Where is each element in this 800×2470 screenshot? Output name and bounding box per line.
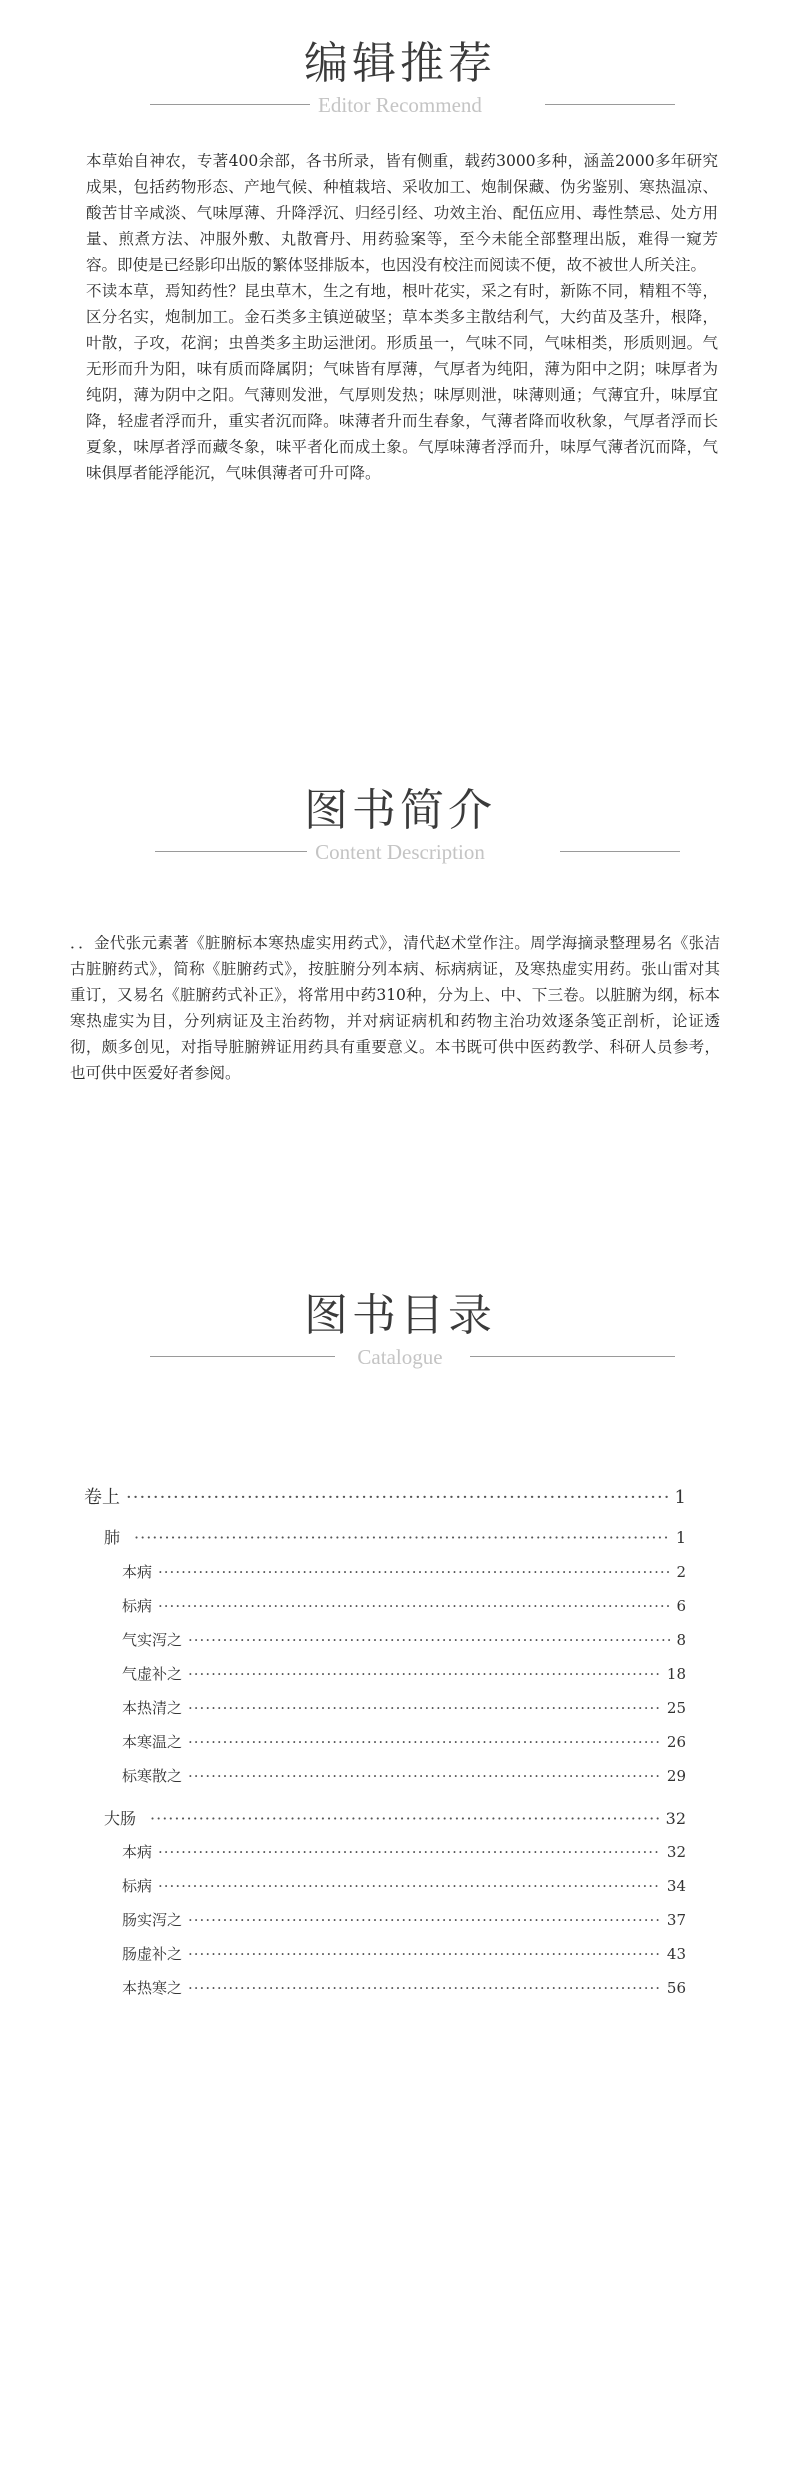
catalogue-subtitle: Catalogue [349, 1344, 450, 1370]
toc-entry-page: 32 [665, 1809, 686, 1828]
catalogue-header [0, 1290, 800, 1370]
toc-entry-page: 26 [666, 1733, 686, 1751]
toc-leader-dots [158, 1563, 670, 1581]
toc-entry-page: 2 [676, 1563, 686, 1581]
toc-entry[interactable] [122, 1875, 686, 1896]
editor-recommend-subtitle: Editor Recommend [310, 92, 490, 118]
editor-paragraph-1: 本草始自神农，专著400余部，各书所录，皆有侧重，载药3000多种，涵盖2000多年研究成果，包括药物形态、产地气候、种植栽培、采收加工、炮制保藏、伪劣鉴别、寒热温凉、酸苦甘辛咸淡、气味厚薄、升降浮沉、归经引经、功效主治、配伍应用、毒性禁忌、处方用量、煎煮方法、冲服外敷、丸散膏丹、用药验案等，至今未能全部整理出版，难得一窥芳容。即使是已经影印出版的繁体竖排版本，也因没有校注而阅读不便，故不被世人所关注。 [86, 152, 718, 274]
toc-leader-dots [188, 1699, 661, 1717]
header-divider-right [545, 104, 675, 105]
toc-entry[interactable] [122, 1765, 686, 1786]
toc-entry-large-intestine[interactable] [104, 1806, 686, 1829]
toc-leader-dots [158, 1877, 661, 1895]
toc-entry-label: 本热清之 [122, 1699, 183, 1717]
toc-entry-label: 肠虚补之 [122, 1945, 183, 1963]
toc-entry-label: 标病 [122, 1877, 153, 1895]
content-description-header [0, 785, 800, 865]
editor-recommend-header [0, 38, 800, 118]
toc-entry-label: 气实泻之 [122, 1631, 183, 1649]
toc-leader-dots [188, 1945, 661, 1963]
catalogue-title: 图书目录 [304, 1290, 496, 1341]
toc-entry[interactable] [122, 1943, 686, 1964]
toc-leader-dots [188, 1631, 670, 1649]
editor-recommend-text [86, 148, 718, 486]
header-divider-right [560, 851, 680, 852]
toc-leader-dots [188, 1767, 661, 1785]
toc-entry[interactable] [122, 1731, 686, 1752]
toc-entry-page: 8 [676, 1631, 686, 1649]
toc-entry-page: 37 [666, 1911, 686, 1929]
toc-entry-lung[interactable] [104, 1525, 686, 1548]
toc-entry-page: 29 [666, 1767, 686, 1785]
toc-entry-label: 标寒散之 [122, 1767, 183, 1785]
header-divider-right [470, 1356, 675, 1357]
header-divider-left [155, 851, 325, 852]
toc-entry-page: 1 [675, 1528, 686, 1547]
toc-entry-label: 本病 [122, 1563, 153, 1581]
toc-entry-page: 43 [666, 1945, 686, 1963]
toc-leader-dots [150, 1809, 660, 1828]
toc-leader-dots [188, 1665, 661, 1683]
toc-entry-label: 标病 [122, 1597, 153, 1615]
toc-leader-dots [188, 1733, 661, 1751]
content-description-text [70, 930, 720, 1086]
editor-paragraph-2: 不读本草，焉知药性？昆虫草木，生之有地，根叶花实，采之有时，新陈不同，精粗不等，区分名实，炮制加工。金石类多主镇逆破坚；草本类多主散结利气，大约苗及茎升，根降，叶散，子攻，花润；虫兽类多主助运泄闭。形质虽一，气味不同，气味相类，形质则迥。气无形而升为阳，味有质而降属阴；气味皆有厚薄，气厚者为纯阳，薄为阳中之阴；味厚者为纯阴，薄为阴中之阳。气薄则发泄，气厚则发热；味厚则泄，味薄则通；气薄宜升，味厚宜降，轻虚者浮而升，重实者沉而降。味薄者升而生春象，气薄者降而收秋象，气厚者浮而长夏象，味厚者浮而藏冬象，味平者化而成土象。气厚味薄者浮而升，味厚气薄者沉而降，气味俱厚者能浮能沉，气味俱薄者可升可降。 [86, 282, 718, 482]
content-description-subtitle: Content Description [307, 839, 493, 865]
toc-entry[interactable] [122, 1977, 686, 1998]
toc-leader-dots [188, 1979, 661, 1997]
toc-entry-page: 25 [666, 1699, 686, 1717]
toc-entry[interactable] [122, 1595, 686, 1616]
toc-entry[interactable] [122, 1841, 686, 1862]
content-description-title: 图书简介 [304, 785, 496, 836]
toc-entry-label: 卷上 [84, 1487, 120, 1508]
toc-entry-page: 32 [666, 1843, 686, 1861]
toc-entry[interactable] [122, 1663, 686, 1684]
toc-entry-label: 大肠 [104, 1809, 137, 1828]
editor-recommend-title: 编辑推荐 [304, 38, 496, 89]
toc-entry[interactable] [122, 1561, 686, 1582]
toc-entry-label: 本病 [122, 1843, 153, 1861]
header-divider-left [150, 1356, 335, 1357]
toc-leader-dots [158, 1843, 661, 1861]
toc-entry-label: 肺 [104, 1528, 121, 1547]
toc-leader-dots [126, 1487, 669, 1508]
toc-entry-label: 本热寒之 [122, 1979, 183, 1997]
toc-entry-label: 气虚补之 [122, 1665, 183, 1683]
toc-entry-label: 本寒温之 [122, 1733, 183, 1751]
toc-entry[interactable] [122, 1697, 686, 1718]
toc-entry[interactable] [122, 1629, 686, 1650]
toc-entry-page: 34 [666, 1877, 686, 1895]
content-paragraph: ．．金代张元素著《脏腑标本寒热虚实用药式》，清代赵术堂作注。周学海摘录整理易名《张洁古脏腑药式》，简称《脏腑药式》，按脏腑分列本病、标病病证，及寒热虚实用药。张山雷对其重订，又易名《脏腑药式补正》，将常用中药310种，分为上、中、下三卷。以脏腑为纲，标本寒热虚实为目，分列病证及主治药物，并对病证病机和药物主治功效逐条笺正剖析，论证透彻，颇多创见，对指导脏腑辨证用药具有重要意义。本书既可供中医药教学、科研人员参考，也可供中医爱好者参阅。 [70, 934, 720, 1082]
toc-entry-page: 56 [666, 1979, 686, 1997]
toc-entry-volume-1[interactable] [84, 1483, 686, 1509]
toc-leader-dots [158, 1597, 670, 1615]
toc-leader-dots [188, 1911, 661, 1929]
toc-entry[interactable] [122, 1909, 686, 1930]
toc-entry-page: 6 [676, 1597, 686, 1615]
toc-leader-dots [134, 1528, 670, 1547]
toc-entry-page: 1 [674, 1487, 686, 1508]
toc-entry-page: 18 [666, 1665, 686, 1683]
toc-entry-label: 肠实泻之 [122, 1911, 183, 1929]
